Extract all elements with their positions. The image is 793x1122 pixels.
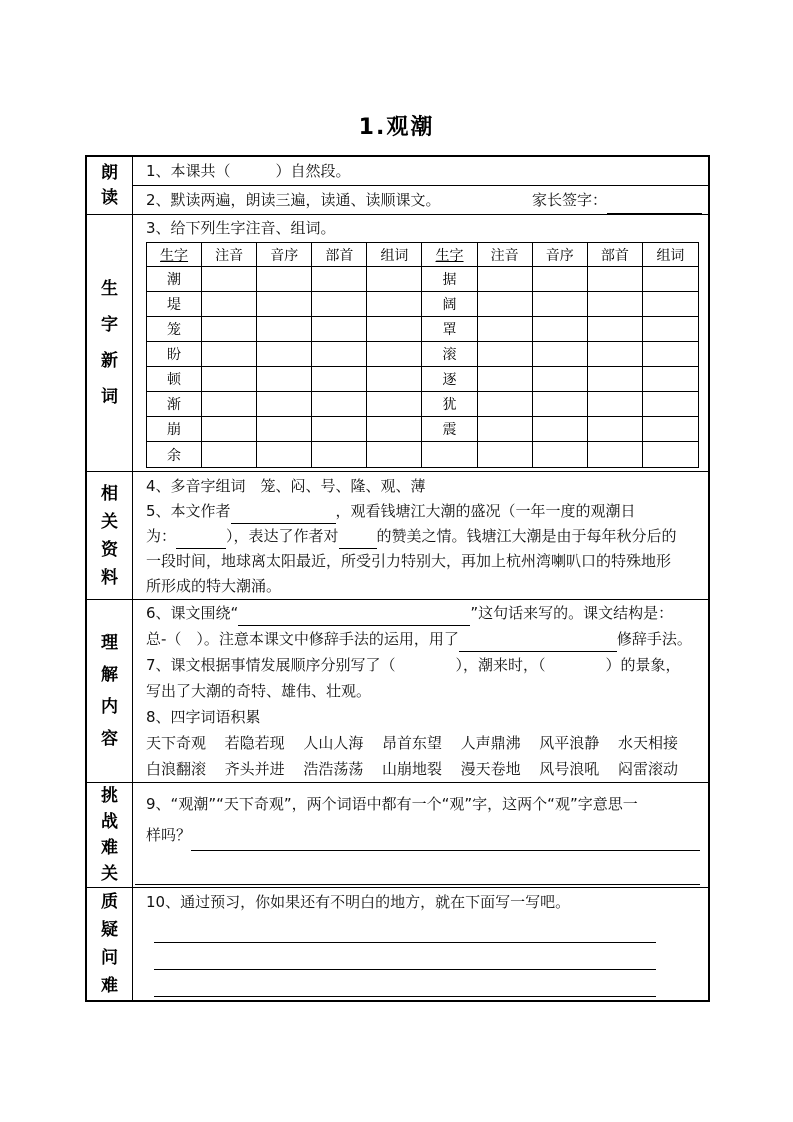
grid-header-cell: 音序 (257, 243, 312, 267)
grid-cell (533, 267, 588, 292)
grid-cell (312, 442, 367, 467)
section-lijie-content (133, 600, 708, 782)
section-zhiyi (87, 887, 708, 1000)
grid-cell (257, 317, 312, 342)
grid-cell (202, 442, 257, 467)
section-ziliao (87, 471, 708, 599)
answer-blank-2 (135, 851, 700, 885)
grid-cell: 逐 (422, 367, 477, 392)
item-5-text: 5、本文作者 (146, 502, 231, 520)
item-8: 8、四字词语积累 (146, 708, 261, 726)
word-item: 天下奇观 (146, 734, 207, 752)
item-5-line1 (133, 499, 708, 524)
question-blank-1 (154, 916, 656, 943)
section-shengzi-content (133, 215, 708, 471)
section-label-tiaozhan (87, 783, 133, 887)
grid-cell (643, 267, 698, 292)
grid-cell (588, 292, 643, 317)
grid-cell (312, 367, 367, 392)
section-label-ziliao (87, 472, 133, 599)
word-item: 昂首东望 (381, 734, 442, 752)
section-label-text: 相关资料 (101, 483, 118, 588)
grid-cell (478, 317, 533, 342)
section-label-shengzi (87, 215, 133, 471)
item-9-line3 (133, 851, 708, 885)
grid-cell (367, 367, 422, 392)
grid-cell (257, 267, 312, 292)
item-6-text: 修辞手法。 (616, 630, 692, 648)
word-list-row2 (146, 756, 678, 782)
item-6-text: ”这句话来写的。课文结构是： (470, 604, 674, 622)
section-tiaozhan-content (133, 783, 708, 887)
praise-blank (339, 531, 377, 549)
hanzi-grid (146, 242, 699, 468)
grid-cell (643, 367, 698, 392)
grid-cell (643, 292, 698, 317)
grid-cell (643, 442, 698, 467)
grid-cell (588, 317, 643, 342)
item-9-text: 样吗？ (146, 826, 192, 844)
grid-cell (367, 267, 422, 292)
grid-cell (202, 267, 257, 292)
grid-cell (202, 342, 257, 367)
item-5-line2 (133, 524, 708, 549)
item-7-line2: 写出了大潮的奇特、雄伟、壮观。 (146, 682, 372, 700)
grid-cell: 顿 (147, 367, 202, 392)
item-9-line2 (133, 819, 708, 851)
word-item: 人山人海 (303, 734, 364, 752)
grid-cell (478, 367, 533, 392)
grid-cell (312, 417, 367, 442)
word-item: 齐头并进 (224, 760, 285, 778)
grid-cell: 余 (147, 442, 202, 467)
item-4: 4、多音字组词 笼、闷、号、隆、观、薄 (146, 477, 426, 495)
section-label-text: 生字新词 (101, 279, 118, 407)
grid-header-cell: 生字 (422, 243, 477, 267)
item-6-text: 总-（ ）。注意本课文中修辞手法的运用，用了 (146, 630, 459, 648)
word-item: 人声鼎沸 (460, 734, 521, 752)
question-blank-2 (154, 943, 656, 970)
section-label-text: 质疑问难 (101, 892, 118, 996)
grid-cell (257, 292, 312, 317)
grid-cell (478, 292, 533, 317)
grid-cell (533, 417, 588, 442)
grid-cell (533, 367, 588, 392)
word-item: 风平浪静 (539, 734, 600, 752)
grid-cell (643, 317, 698, 342)
grid-header-cell: 组词 (643, 243, 698, 267)
grid-header-cell: 生字 (147, 243, 202, 267)
grid-cell (588, 417, 643, 442)
grid-cell (588, 367, 643, 392)
section-langdu (87, 157, 708, 214)
word-item: 浩浩荡荡 (303, 760, 364, 778)
grid-cell (312, 292, 367, 317)
author-blank (231, 506, 336, 524)
item-2 (133, 186, 708, 214)
grid-cell (257, 417, 312, 442)
signature-blank (607, 196, 702, 214)
grid-cell: 堤 (147, 292, 202, 317)
item-5-text: ），表达了作者对 (226, 527, 339, 545)
page-title: 1.观潮 (358, 115, 435, 140)
section-label-lijie (87, 600, 133, 782)
grid-header-cell: 音序 (533, 243, 588, 267)
section-zhiyi-content (133, 888, 708, 1000)
word-item: 白浪翻滚 (146, 760, 207, 778)
section-lijie (87, 599, 708, 782)
rhetoric-blank (459, 634, 617, 652)
grid-cell: 潮 (147, 267, 202, 292)
item-5-line4: 所形成的特大潮涌。 (146, 577, 282, 595)
grid-cell (257, 442, 312, 467)
section-label-text: 朗读 (101, 162, 118, 208)
question-blank-3 (154, 970, 656, 997)
grid-cell: 震 (422, 417, 477, 442)
grid-cell (202, 417, 257, 442)
grid-cell (367, 342, 422, 367)
grid-cell (202, 317, 257, 342)
word-list-row1 (146, 730, 678, 756)
grid-cell (478, 392, 533, 417)
section-label-zhiyi (87, 888, 133, 1000)
grid-cell (312, 267, 367, 292)
section-tiaozhan (87, 782, 708, 887)
grid-cell (367, 392, 422, 417)
grid-cell (478, 442, 533, 467)
answer-blank-1 (191, 833, 700, 851)
grid-cell (422, 442, 477, 467)
grid-cell: 犹 (422, 392, 477, 417)
grid-cell (257, 342, 312, 367)
grid-cell (312, 342, 367, 367)
grid-header-cell: 部首 (588, 243, 643, 267)
grid-cell (588, 342, 643, 367)
grid-cell: 阔 (422, 292, 477, 317)
grid-header-cell: 组词 (367, 243, 422, 267)
grid-cell: 渐 (147, 392, 202, 417)
grid-header-cell: 部首 (312, 243, 367, 267)
section-langdu-content (133, 157, 708, 214)
grid-cell (312, 317, 367, 342)
grid-cell (202, 367, 257, 392)
word-item: 水天相接 (617, 734, 678, 752)
item-5-text: 为： (146, 527, 177, 545)
grid-cell (643, 342, 698, 367)
item-7-line1: 7、课文根据事情发展顺序分别写了（ ），潮来时，（ ）的景象， (146, 656, 681, 674)
grid-cell (533, 442, 588, 467)
grid-header-cell: 注音 (202, 243, 257, 267)
item-3: 3、给下列生字注音、组词。 (146, 219, 336, 237)
grid-cell (367, 317, 422, 342)
parent-signature-area (532, 186, 702, 214)
grid-cell: 笼 (147, 317, 202, 342)
section-label-text: 挑战难关 (101, 786, 118, 884)
section-shengzi (87, 214, 708, 471)
grid-cell (643, 392, 698, 417)
grid-cell (367, 292, 422, 317)
word-item: 风号浪吼 (539, 760, 600, 778)
item-5-text: ，观看钱塘江大潮的盛况（一年一度的观潮日 (335, 502, 636, 520)
section-label-langdu (87, 157, 133, 214)
grid-cell (202, 392, 257, 417)
grid-cell: 盼 (147, 342, 202, 367)
item-6-text: 6、课文围绕“ (146, 604, 239, 622)
grid-cell (478, 267, 533, 292)
grid-cell (533, 342, 588, 367)
grid-header-cell: 注音 (478, 243, 533, 267)
grid-cell: 滚 (422, 342, 477, 367)
grid-cell: 罩 (422, 317, 477, 342)
grid-cell (367, 442, 422, 467)
grid-cell (367, 417, 422, 442)
sentence-blank (238, 608, 470, 626)
grid-cell (533, 392, 588, 417)
grid-cell (533, 317, 588, 342)
grid-cell (257, 392, 312, 417)
item-6-line2 (133, 626, 708, 652)
item-2-text: 2、默读两遍，朗读三遍，读通、读顺课文。 (146, 191, 441, 209)
item-5-line3: 一段时间，地球离太阳最近，所受引力特别大，再加上杭州湾喇叭口的特殊地形 (146, 552, 672, 570)
grid-cell (643, 417, 698, 442)
grid-cell (588, 267, 643, 292)
signature-label: 家长签字： (531, 191, 607, 209)
grid-cell (588, 442, 643, 467)
item-9-line1: 9、“观潮”“天下奇观”，两个词语中都有一个“观”字，这两个“观”字意思一 (146, 795, 638, 813)
item-6-line1 (133, 600, 708, 626)
grid-cell (478, 342, 533, 367)
word-item: 山崩地裂 (381, 760, 442, 778)
date-blank (176, 531, 226, 549)
grid-cell (533, 292, 588, 317)
section-label-text: 理解内容 (101, 633, 118, 749)
grid-cell (202, 292, 257, 317)
grid-cell (312, 392, 367, 417)
grid-cell (588, 392, 643, 417)
word-item: 漫天卷地 (460, 760, 521, 778)
grid-cell (478, 417, 533, 442)
section-ziliao-content (133, 472, 708, 599)
word-item: 闷雷滚动 (617, 760, 678, 778)
item-5-text: 的赞美之情。钱塘江大潮是由于每年秋分后的 (376, 527, 677, 545)
word-item: 若隐若现 (224, 734, 285, 752)
worksheet-table (85, 155, 710, 1002)
item-1: 1、本课共（ ）自然段。 (133, 157, 708, 186)
grid-cell: 崩 (147, 417, 202, 442)
item-10: 10、通过预习，你如果还有不明白的地方，就在下面写一写吧。 (146, 893, 571, 911)
grid-cell: 据 (422, 267, 477, 292)
grid-cell (257, 367, 312, 392)
